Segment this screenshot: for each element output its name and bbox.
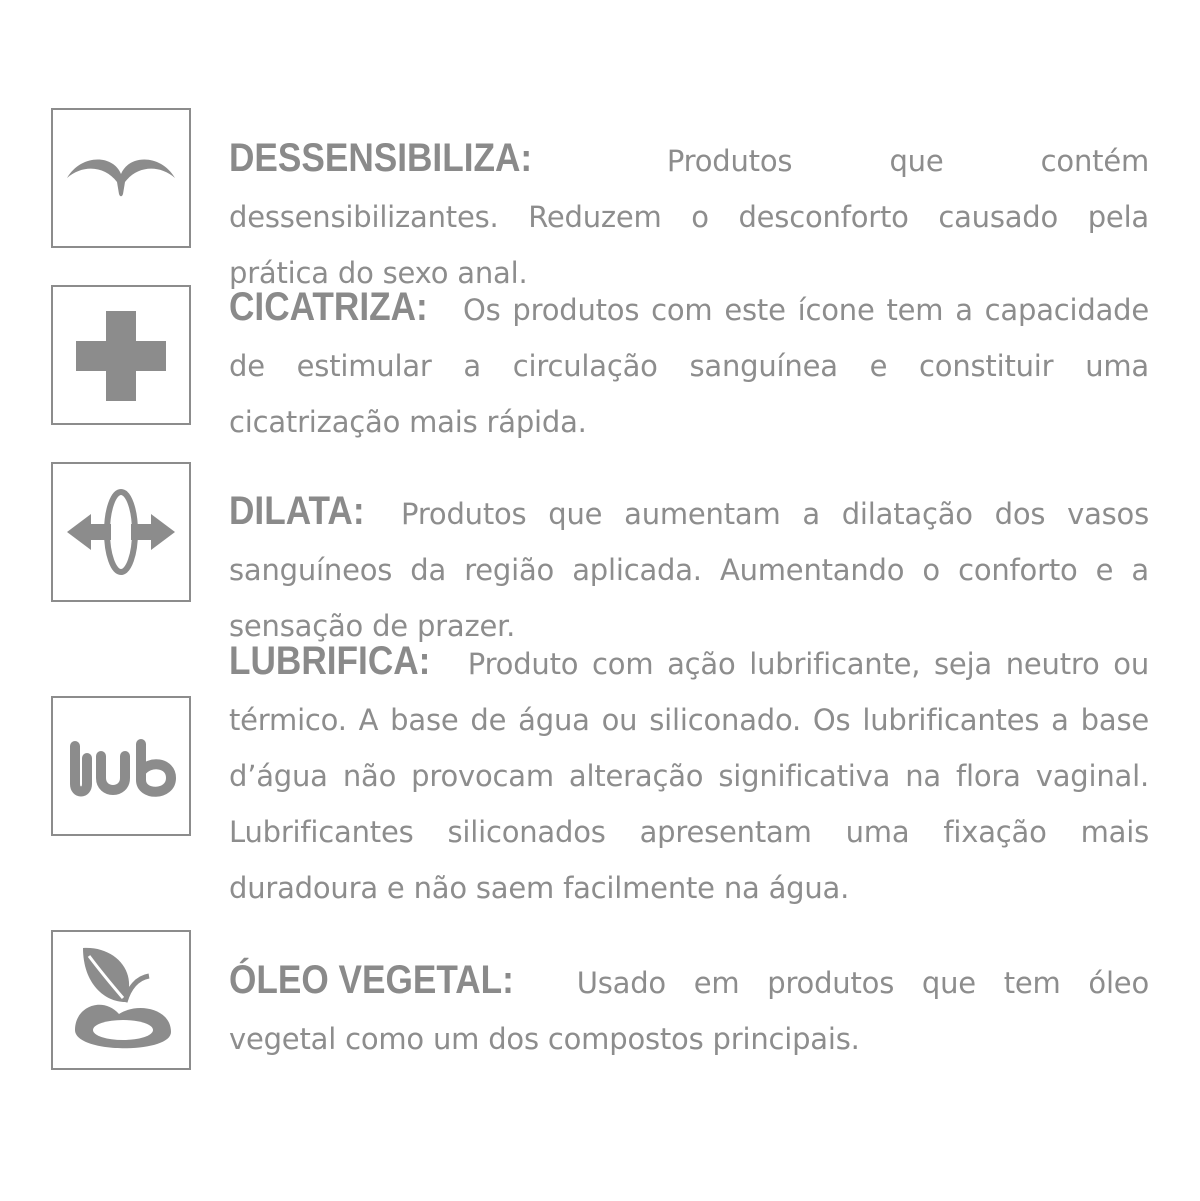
feature-title: ÓLEO VEGETAL: [229,958,514,1002]
feature-description [229,279,1149,450]
feature-description [229,633,1149,916]
feature-title: DILATA: [229,489,365,533]
feature-text: Produtos que contém dessensibilizantes. Reduzem o desconforto causado pela prática do sexo anal. [229,144,1150,290]
lub-icon [51,696,191,836]
feature-text: Produtos que aumentam a dilatação dos vasos sanguíneos da região aplicada. Aumentando o conforto e a sensação de prazer. [229,497,1150,643]
desensitize-icon [51,108,191,248]
feature-title: DESSENSIBILIZA: [229,136,533,180]
feature-text: Usado em produtos que tem óleo vegetal como um dos compostos principais. [229,966,1149,1056]
dilate-arrows-icon [51,462,191,602]
plus-cross-icon [51,285,191,425]
feature-text: Os produtos com este ícone tem a capacidade de estimular a circulação sanguínea e constituir uma cicatrização mais rápida. [229,293,1150,439]
feature-text: Produto com ação lubrificante, seja neutro ou térmico. A base de água ou siliconado. Os lubrificantes a base d’água não provocam alteração significativa na flora vaginal. Lubrificantes siliconados apresentam uma fixação mais duradoura e não saem facilmente na água. [229,647,1149,905]
feature-description [229,952,1149,1067]
feature-title: CICATRIZA: [229,285,428,329]
feature-title: LUBRIFICA: [229,639,431,683]
feature-description [229,130,1149,301]
feature-description [229,483,1149,654]
leaf-oil-icon [51,930,191,1070]
